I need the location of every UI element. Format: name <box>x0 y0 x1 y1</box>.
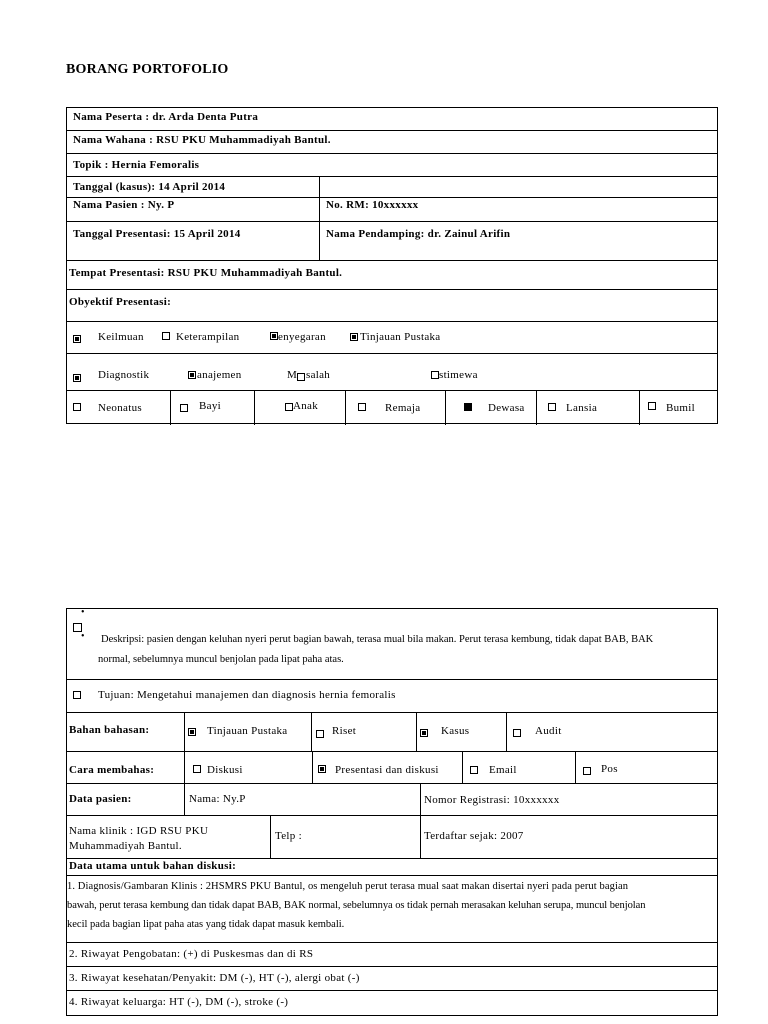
no-rm: No. RM: 10xxxxxx <box>326 199 419 211</box>
row-data-pasien <box>67 783 717 816</box>
deskripsi-line-2: normal, sebelumnya muncul benjolan pada lipat paha atas. <box>98 654 344 665</box>
label-data-pasien: Data pasien: <box>69 793 132 805</box>
label-masalah: salah <box>306 369 331 381</box>
label-anak: Anak <box>293 400 319 412</box>
nama-pasien: Nama Pasien : Ny. P <box>73 199 175 211</box>
label-email: Email <box>489 764 517 776</box>
nomor-registrasi: Nomor Registrasi: 10xxxxxx <box>424 794 560 806</box>
row-tempat-presentasi <box>67 260 717 290</box>
riwayat-kesehatan: 3. Riwayat kesehatan/Penyakit: DM (-), HT (-), alergi obat (-) <box>69 972 360 984</box>
checkbox-tinjauan-pustaka[interactable] <box>350 333 358 341</box>
label-diskusi: Diskusi <box>207 764 243 776</box>
checkbox-bahan-tinjauan[interactable] <box>188 728 196 736</box>
checkbox-email[interactable] <box>470 766 478 774</box>
checkbox-bayi[interactable] <box>180 404 188 412</box>
checkbox-tujuan[interactable] <box>73 691 81 699</box>
row-obyektif <box>67 289 717 322</box>
row-riwayat-keluarga <box>67 990 717 1016</box>
checkbox-keilmuan[interactable] <box>73 335 81 343</box>
label-tinjauan-pustaka: Tinjauan Pustaka <box>360 331 441 343</box>
data-utama-heading: Data utama untuk bahan diskusi: <box>69 860 237 872</box>
label-bahan-bahasan: Bahan bahasan: <box>69 724 150 736</box>
checkbox-anak[interactable] <box>285 403 293 411</box>
checkbox-istimewa[interactable] <box>431 371 439 379</box>
diagnosis-line-3: kecil pada bagian lipat paha atas yang tidak dapat masuk kembali. <box>67 919 345 930</box>
diagnosis-line-1: 1. Diagnosis/Gambaran Klinis : 2HSMRS PKU Bantul, os mengeluh perut terasa mual saat makan disertai nyeri pada perut bagian <box>67 881 629 892</box>
checkbox-kasus[interactable] <box>420 729 428 737</box>
label-manajemen: anajemen <box>197 369 242 381</box>
checkbox-dewasa[interactable] <box>464 403 472 411</box>
page-title: BORANG PORTOFOLIO <box>66 62 229 77</box>
label-presentasi-diskusi: Presentasi dan diskusi <box>335 764 439 776</box>
bullet-icon: • <box>81 607 85 618</box>
nama-wahana: Nama Wahana : RSU PKU Muhammadiyah Bantul. <box>73 134 331 146</box>
row-age-options <box>67 390 717 425</box>
label-keterampilan: Keterampilan <box>176 331 240 343</box>
checkbox-keterampilan[interactable] <box>162 332 170 340</box>
label-cara-membahas: Cara membahas: <box>69 764 155 776</box>
case-details-form <box>66 608 718 1016</box>
tujuan: Tujuan: Mengetahui manajemen dan diagnosis hernia femoralis <box>98 689 396 701</box>
label-bumil: Bumil <box>666 402 696 414</box>
checkbox-diagnostik[interactable] <box>73 374 81 382</box>
row-obyektif-options-1 <box>67 321 717 354</box>
row-tanggal-kasus <box>67 176 717 198</box>
row-tanggal-presentasi <box>67 221 717 261</box>
checkbox-masalah[interactable] <box>297 373 305 381</box>
row-topik <box>67 153 717 177</box>
tempat-presentasi: Tempat Presentasi: RSU PKU Muhammadiyah Bantul. <box>69 267 343 279</box>
label-bayi: Bayi <box>199 400 221 412</box>
row-cara-membahas <box>67 751 717 784</box>
label-remaja: Remaja <box>385 402 421 414</box>
checkbox-presentasi-diskusi[interactable] <box>318 765 326 773</box>
riwayat-keluarga: 4. Riwayat keluarga: HT (-), DM (-), stroke (-) <box>69 996 289 1008</box>
row-deskripsi <box>67 609 717 679</box>
label-neonatus: Neonatus <box>98 402 142 414</box>
label-lansia: Lansia <box>566 402 598 414</box>
label-masalah-prefix: M <box>287 369 298 381</box>
row-riwayat-pengobatan <box>67 942 717 967</box>
row-nama-peserta <box>67 108 717 130</box>
checkbox-riset[interactable] <box>316 730 324 738</box>
topik: Topik : Hernia Femoralis <box>73 159 200 171</box>
tanggal-kasus: Tanggal (kasus): 14 April 2014 <box>73 181 226 193</box>
row-nama-wahana <box>67 130 717 154</box>
row-data-utama <box>67 858 717 876</box>
label-riset: Riset <box>332 725 357 737</box>
checkbox-bumil[interactable] <box>648 402 656 410</box>
checkbox-remaja[interactable] <box>358 403 366 411</box>
label-penyegaran: enyegaran <box>278 331 326 343</box>
nama-pendamping: Nama Pendamping: dr. Zainul Arifin <box>326 228 511 240</box>
nama-pasien-value: Nama: Ny.P <box>189 793 246 805</box>
label-bahan-tinjauan: Tinjauan Pustaka <box>207 725 288 737</box>
obyektif-presentasi: Obyektif Presentasi: <box>69 296 172 308</box>
label-diagnostik: Diagnostik <box>98 369 150 381</box>
checkbox-manajemen[interactable] <box>188 371 196 379</box>
row-riwayat-kesehatan <box>67 966 717 991</box>
deskripsi-line-1: Deskripsi: pasien dengan keluhan nyeri perut bagian bawah, terasa mual bila makan. Perut terasa kembung, tidak dapat BAB, BAK <box>101 634 654 645</box>
label-istimewa: stimewa <box>439 369 478 381</box>
portfolio-header-form <box>66 107 718 424</box>
label-pos: Pos <box>601 763 618 775</box>
telp: Telp : <box>275 830 302 842</box>
riwayat-pengobatan: 2. Riwayat Pengobatan: (+) di Puskesmas dan di RS <box>69 948 314 960</box>
checkbox-penyegaran[interactable] <box>270 332 278 340</box>
tanggal-presentasi: Tanggal Presentasi: 15 April 2014 <box>73 228 241 240</box>
row-obyektif-options-2 <box>67 353 717 391</box>
label-audit: Audit <box>535 725 562 737</box>
label-dewasa: Dewasa <box>488 402 525 414</box>
checkbox-lansia[interactable] <box>548 403 556 411</box>
nama-klinik-line-1: Nama klinik : IGD RSU PKU <box>69 825 209 837</box>
row-diagnosis <box>67 875 717 943</box>
diagnosis-line-2: bawah, perut terasa kembung dan tidak dapat BAB, BAK normal, sebelumnya os tidak pernah merasakan keluhan serupa, muncul benjolan <box>67 900 646 911</box>
row-klinik <box>67 815 717 859</box>
checkbox-neonatus[interactable] <box>73 403 81 411</box>
checkbox-pos[interactable] <box>583 767 591 775</box>
row-tujuan <box>67 679 717 713</box>
bullet-icon: • <box>81 631 85 642</box>
label-kasus: Kasus <box>441 725 470 737</box>
label-keilmuan: Keilmuan <box>98 331 144 343</box>
checkbox-audit[interactable] <box>513 729 521 737</box>
terdaftar-sejak: Terdaftar sejak: 2007 <box>424 830 524 842</box>
nama-peserta: Nama Peserta : dr. Arda Denta Putra <box>73 111 259 123</box>
checkbox-diskusi[interactable] <box>193 765 201 773</box>
row-nama-pasien <box>67 197 717 222</box>
row-bahan-bahasan <box>67 712 717 752</box>
nama-klinik-line-2: Muhammadiyah Bantul. <box>69 840 182 852</box>
